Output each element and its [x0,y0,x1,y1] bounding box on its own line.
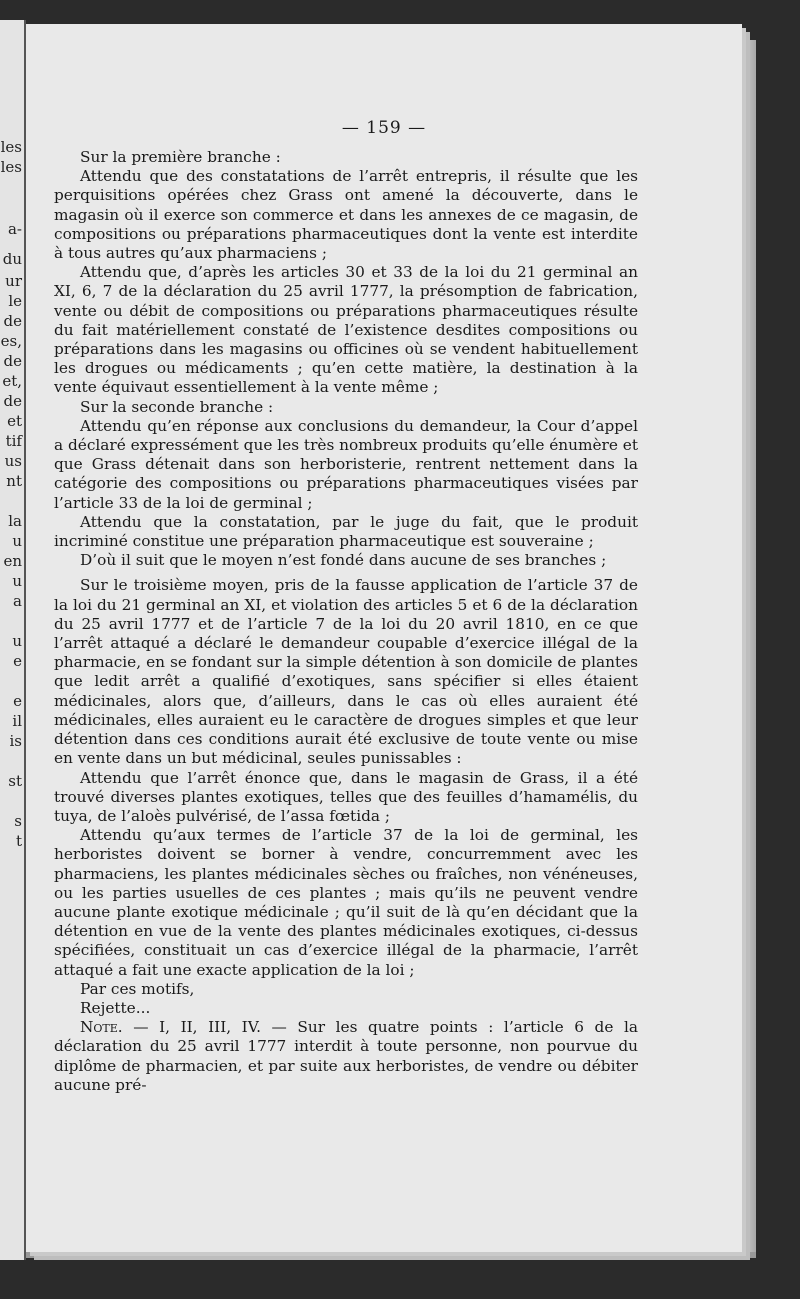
left-margin-fragment: de [3,352,22,370]
paragraph: Par ces motifs, [80,979,195,998]
left-margin-fragment: us [4,452,22,470]
paragraph: Attendu que des constatations de l’arrêt entrepris, il résulte que les perquisitions opérées chez Grass ont amené la découverte, dans le magasin où il exerce son commerce et dans les annexes de ce magasin, de compositions ou préparations pharmaceutiques dont la vente est interdite à tous autres qu’aux pharmaciens ; [54,167,638,263]
left-margin-fragment: u [12,632,22,650]
left-margin-fragment: et [7,412,22,430]
left-margin-fragment: t [15,832,22,850]
left-margin-fragment: s [14,812,22,830]
left-margin-fragment: de [3,312,22,330]
left-margin-fragment: e [13,652,22,670]
left-margin-fragment: u [12,572,22,590]
paragraph: Attendu qu’en réponse aux conclusions du demandeur, la Cour d’appel a déclaré expressément que les très nombreux produits qu’elle énumère et que Grass détenait dans son herboristerie, rentrent nettement dans la catégorie des compositions ou préparations pharmaceutiques visées par l’article 33 de la loi de germinal ; [54,416,638,512]
paragraph: Sur la première branche : [80,148,281,166]
left-margin-fragment: du [2,250,22,268]
body-text [54,148,638,1095]
paragraph: Attendu que l’arrêt énonce que, dans le magasin de Grass, il a été trouvé diverses plantes exotiques, telles que des feuilles d’hamamélis, du tuya, de l’aloès pulvérisé, de l’assa fœtida ; [54,768,638,825]
left-margin-fragment: les [0,138,22,156]
paragraph: Sur la seconde branche : [80,397,274,416]
left-margin-fragment: is [9,732,22,750]
left-margin-fragment: le [8,292,22,310]
page-bottom-edge [26,1252,756,1258]
paragraph: Attendu que, d’après les articles 30 et 33 de la loi du 21 germinal an XI, 6, 7 de la déclaration du 25 avril 1777, la présomption de fabrication, vente ou débit de compositions ou préparations pharmaceutiques résulte du fait matériellement constaté de l’existence desdites compositions ou préparations dans les magasins ou officines où se vendent habituellement les drogues ou médicaments ; qu’en cette matière, la destination à la vente équivaut essentiellement à la vente même ; [54,263,638,397]
left-margin-fragment: ur [5,272,22,290]
left-margin-fragment: la [8,512,22,530]
left-margin-fragment: en [3,552,22,570]
left-margin-fragment: et, [2,372,22,390]
left-margin-fragment: st [8,772,22,790]
left-margin-fragment: tif [5,432,22,450]
left-margin-fragment: il [12,712,22,730]
left-margin-fragment: nt [6,472,22,490]
left-page-edge [0,20,26,1260]
note-paragraph [54,1018,638,1095]
left-margin-fragment: de [3,392,22,410]
note-label: Note. [80,1018,123,1037]
note-text: — I, II, III, IV. — Sur les quatre points : l’article 6 de la déclaration du 25 avril 1777 interdit à toute personne, non pourvue du diplôme de pharmacien, et par suite aux herboristes, de vendre ou débiter aucune pré- [54,1018,638,1094]
paragraph: D’où il suit que le moyen n’est fondé dans aucune de ses branches ; [80,551,607,570]
book-page [26,24,742,1252]
paragraph: Sur le troisième moyen, pris de la fausse application de l’article 37 de la loi du 21 germinal an XI, et violation des articles 5 et 6 de la déclaration du 25 avril 1777 et de l’article 7 de la loi du 20 avril 1810, en ce que l’arrêt attaqué a déclaré le demandeur coupable d’exercice illégal de la pharmacie, en se fondant sur la simple détention à son domicile de plantes que ledit arrêt a qualifié d’exotiques, sans spécifier si elles étaient médicinales, alors que, d’ailleurs, dans le cas où elles auraient été médicinales, elles auraient eu le caractère de drogues simples et que leur détention dans ces conditions aurait été exclusive de toute vente ou mise en vente dans un but médicinal, seules punissables : [54,576,638,768]
page-stack-edge [742,40,756,1252]
left-margin-fragment: u [12,532,22,550]
paragraph: Attendu qu’aux termes de l’article 37 de la loi de germinal, les herboristes doivent se borner à vendre, concurremment avec les pharmaciens, les plantes médicinales sèches ou fraîches, non vénéneuses, ou les parties usuelles de ces plantes ; mais qu’ils ne peuvent vendre aucune plante exotique médicinale ; qu’il suit de là qu’en décidant que la détention en vue de la vente des plantes médicinales exotiques, ci-dessus spécifiées, constituait un cas d’exercice illégal de la pharmacie, l’arrêt attaqué a fait une exacte application de la loi ; [54,826,638,979]
left-margin-fragment: les [0,158,22,176]
page-number: — 159 — [341,118,427,138]
left-margin-fragment: a- [7,220,22,238]
paragraph: Attendu que la constatation, par le juge du fait, que le produit incriminé constitue une préparation pharmaceutique est souveraine ; [54,512,638,551]
left-margin-fragment: es, [0,332,22,350]
left-margin-fragment: a [13,592,22,610]
left-margin-fragment: e [13,692,22,710]
paragraph: Rejette... [80,998,151,1017]
